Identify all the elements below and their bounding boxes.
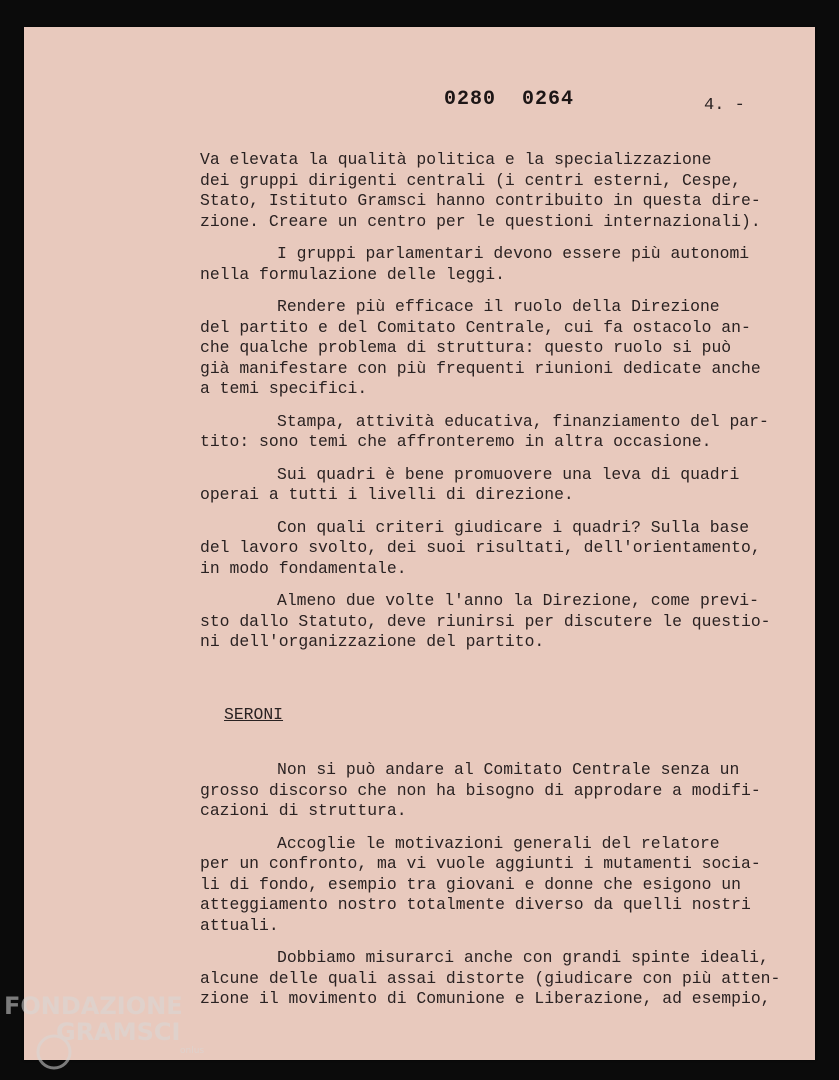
fondazione-gramsci-watermark [4, 992, 214, 1056]
watermark-logo-icon [34, 1016, 74, 1076]
text-line: Va elevata la qualità politica e la specializzazione [200, 150, 712, 169]
text-line: grosso discorso che non ha bisogno di approdare a modifi- [200, 780, 761, 800]
watermark-line-3: onlus [180, 1046, 205, 1056]
text-line: attuali. [200, 915, 279, 935]
text-line: cazioni di struttura. [200, 801, 407, 820]
text-line: alcune delle quali assai distorte (giudicare con più atten- [200, 968, 781, 988]
paragraph [200, 834, 780, 937]
archive-stamp-number: 0280 [444, 88, 497, 111]
text-line: Stato, Istituto Gramsci hanno contribuito in questa dire- [200, 191, 761, 210]
text-line: atteggiamento nostro totalmente diverso da quelli nostri [200, 895, 751, 914]
text-line: ni dell'organizzazione del partito. [200, 632, 545, 651]
paragraph [200, 465, 780, 506]
text-line: I gruppi parlamentari devono essere più autonomi [277, 244, 750, 263]
paragraph [200, 297, 780, 400]
text-line: che qualche problema di struttura: questo ruolo si può [200, 338, 732, 357]
text-line: a temi specifici. [200, 379, 368, 398]
body-text-section-1 [200, 150, 780, 665]
speaker-heading: SERONI [224, 705, 284, 724]
text-line: tito: sono temi che affronteremo in altra occasione. [200, 432, 712, 451]
text-line: del partito e del Comitato Centrale, cui fa ostacolo an- [200, 317, 751, 337]
archive-stamp-number: 0264 [522, 88, 575, 111]
watermark-line-2: GRAMSCI [56, 1018, 181, 1046]
text-line: Non si può andare al Comitato Centrale senza un [277, 760, 740, 779]
text-line: li di fondo, esempio tra giovani e donne che esigono un [200, 874, 741, 894]
text-line: già manifestare con più frequenti riunioni dedicate anche [200, 358, 761, 378]
text-line: nella formulazione delle leggi. [200, 264, 505, 284]
text-line: operai a tutti i livelli di direzione. [200, 485, 574, 504]
paragraph [200, 244, 780, 285]
watermark-line-1: FONDAZIONE [4, 992, 183, 1020]
paragraph [200, 760, 780, 822]
text-line: Sui quadri è bene promuovere una leva di quadri [277, 464, 740, 484]
text-line: Almeno due volte l'anno la Direzione, come previ- [277, 591, 759, 610]
paragraph [200, 518, 780, 580]
paragraph [200, 948, 780, 1010]
text-line: zione il movimento di Comunione e Liberazione, ad esempio, [200, 989, 771, 1008]
text-line: in modo fondamentale. [200, 558, 407, 578]
text-line: Dobbiamo misurarci anche con grandi spinte ideali, [277, 948, 769, 967]
text-line: Rendere più efficace il ruolo della Direzione [277, 297, 720, 316]
text-line: del lavoro svolto, dei suoi risultati, dell'orientamento, [200, 538, 761, 557]
page-number: 4. - [704, 96, 745, 115]
text-line: Accoglie le motivazioni generali del relatore [277, 833, 720, 853]
paragraph [200, 150, 780, 232]
body-text-section-2 [200, 760, 780, 1022]
text-line: Stampa, attività educativa, finanziamento del par- [277, 411, 769, 431]
text-line: per un confronto, ma vi vuole aggiunti i mutamenti socia- [200, 854, 761, 873]
text-line: Con quali criteri giudicare i quadri? Sulla base [277, 517, 750, 537]
text-line: sto dallo Statuto, deve riunirsi per discutere le questio- [200, 611, 771, 631]
paragraph [200, 591, 780, 653]
paragraph [200, 412, 780, 453]
text-line: dei gruppi dirigenti centrali (i centri esterni, Cespe, [200, 170, 741, 190]
archive-stamp [444, 88, 600, 111]
text-line: zione. Creare un centro per le questioni internazionali). [200, 211, 761, 231]
